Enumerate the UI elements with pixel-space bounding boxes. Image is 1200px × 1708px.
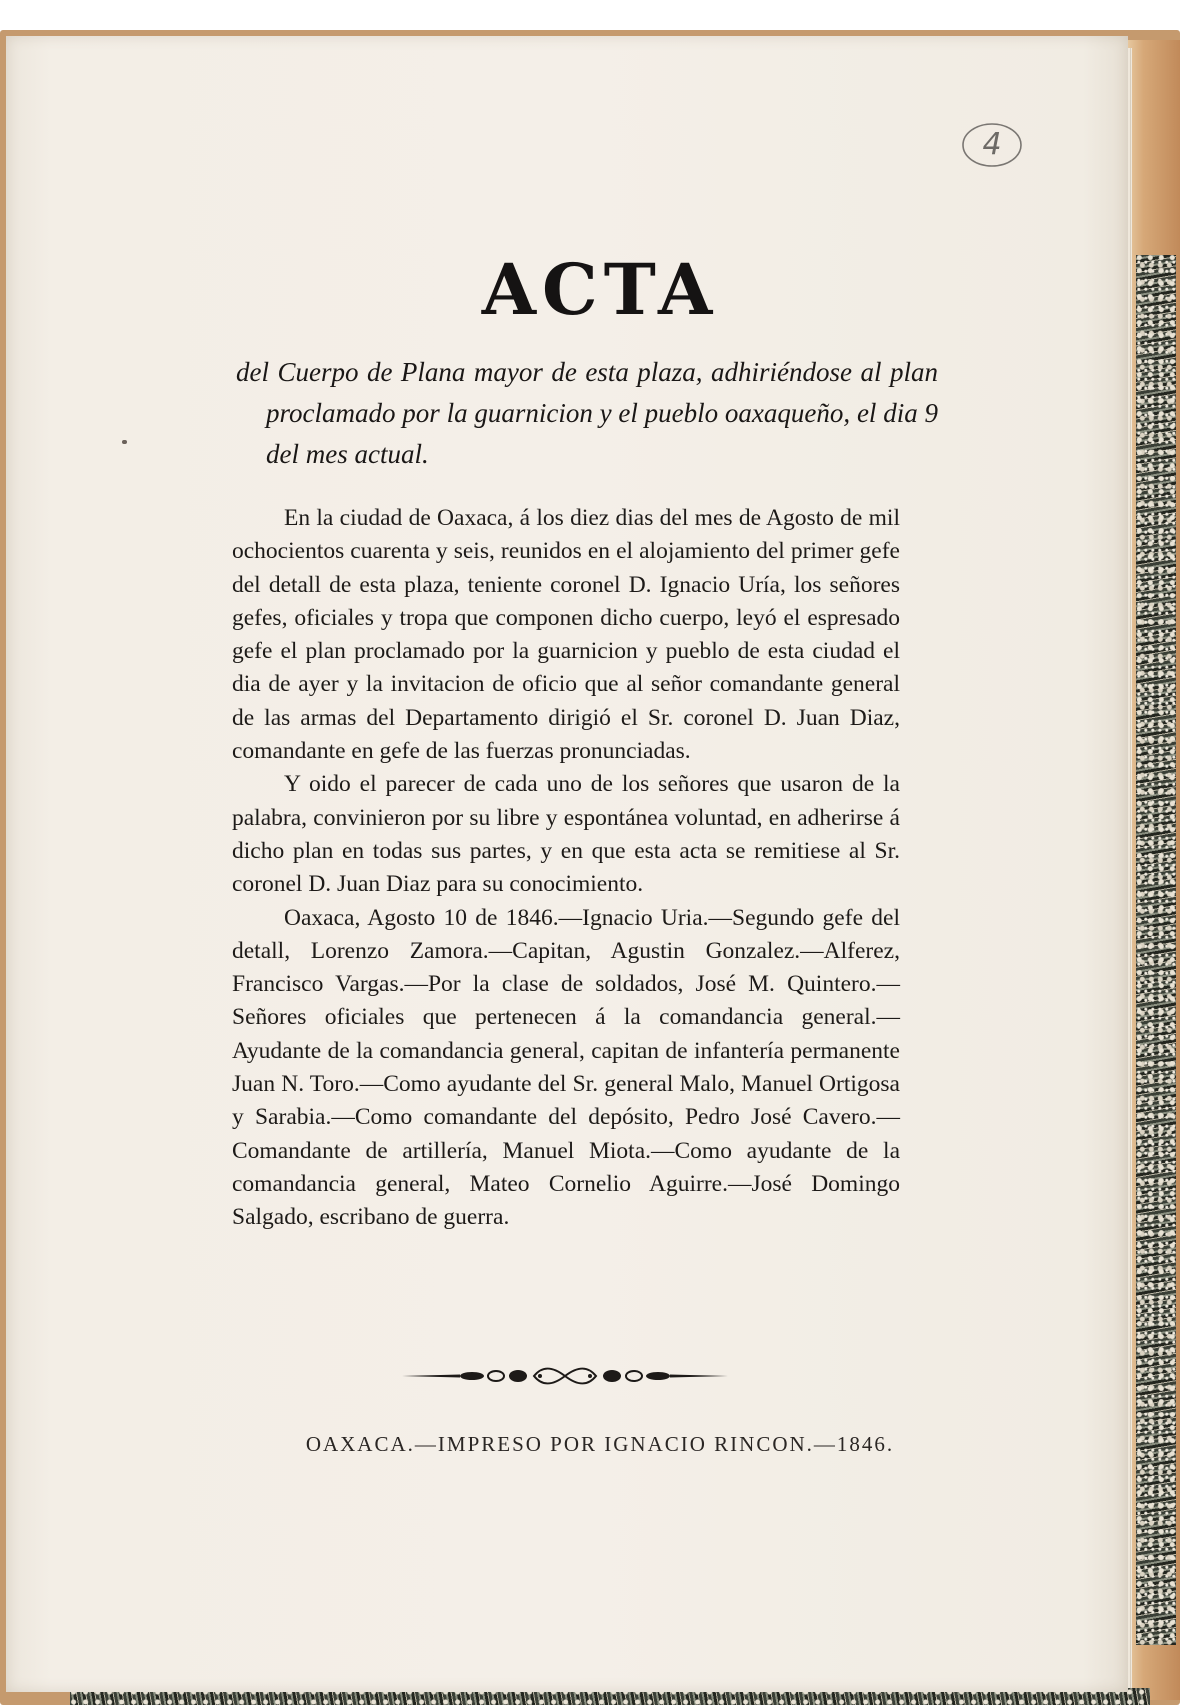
body-paragraph: Y oido el parecer de cada uno de los señores que usaron de la palabra, convinieron por su libre y espontánea voluntad, en adherirse á dicho plan en todas sus partes, y en que esta acta se remitiese al Sr. coronel D. Juan Diaz para su conocimiento. (232, 771, 900, 898)
document-title: ACTA (481, 248, 719, 331)
stray-ink-mark (122, 440, 127, 444)
body-paragraph: En la ciudad de Oaxaca, á los diez dias del mes de Agosto de mil ochocientos cuarenta y seis, reunidos en el alojamiento del primer gefe del detall de esta plaza, teniente coronel D. Ignacio Uría, los señores gefes, oficiales y tropa que componen dicho cuerpo, leyó el espresado gefe el plan proclamado por la guarnicion y pueblo de esta ciudad el dia de ayer y la invitacion de oficio que al señor comandante general de las armas del Departamento dirigió el Sr. coronel D. Juan Diaz, comandante en gefe de las fuerzas pronunciadas. (232, 505, 900, 765)
pencil-page-number (960, 120, 1024, 170)
imprint-line: OAXACA.—IMPRESO POR IGNACIO RINCON.—1846. (305, 1432, 895, 1456)
document-subtitle: del Cuerpo de Plana mayor de esta plaza, adhiriéndose al plan proclamado por la guarnicion y el pueblo oaxaqueño, el dia 9 del mes actual. (236, 357, 938, 469)
pencil-number: 4 (982, 127, 1002, 162)
ornamental-rule-icon (400, 1363, 730, 1389)
document-body (232, 502, 900, 1235)
body-paragraph: Oaxaca, Agosto 10 de 1846.—Ignacio Uria.—Segundo gefe del detall, Lorenzo Zamora.—Capitan, Agustin Gonzalez.—Alferez, Francisco Vargas.—Por la clase de soldados, José M. Quintero.—Señores oficiales que pertenecen á la comandancia general.—Ayudante de la comandancia general, capitan de infantería permanente Juan N. Toro.—Como ayudante del Sr. general Malo, Manuel Ortigosa y Sarabia.—Como comandante del depósito, Pedro José Cavero.—Comandante de artillería, Manuel Miota.—Como ayudante de la comandancia general, Mateo Cornelio Aguirre.—José Domingo Salgado, escribano de guerra. (232, 904, 900, 1231)
